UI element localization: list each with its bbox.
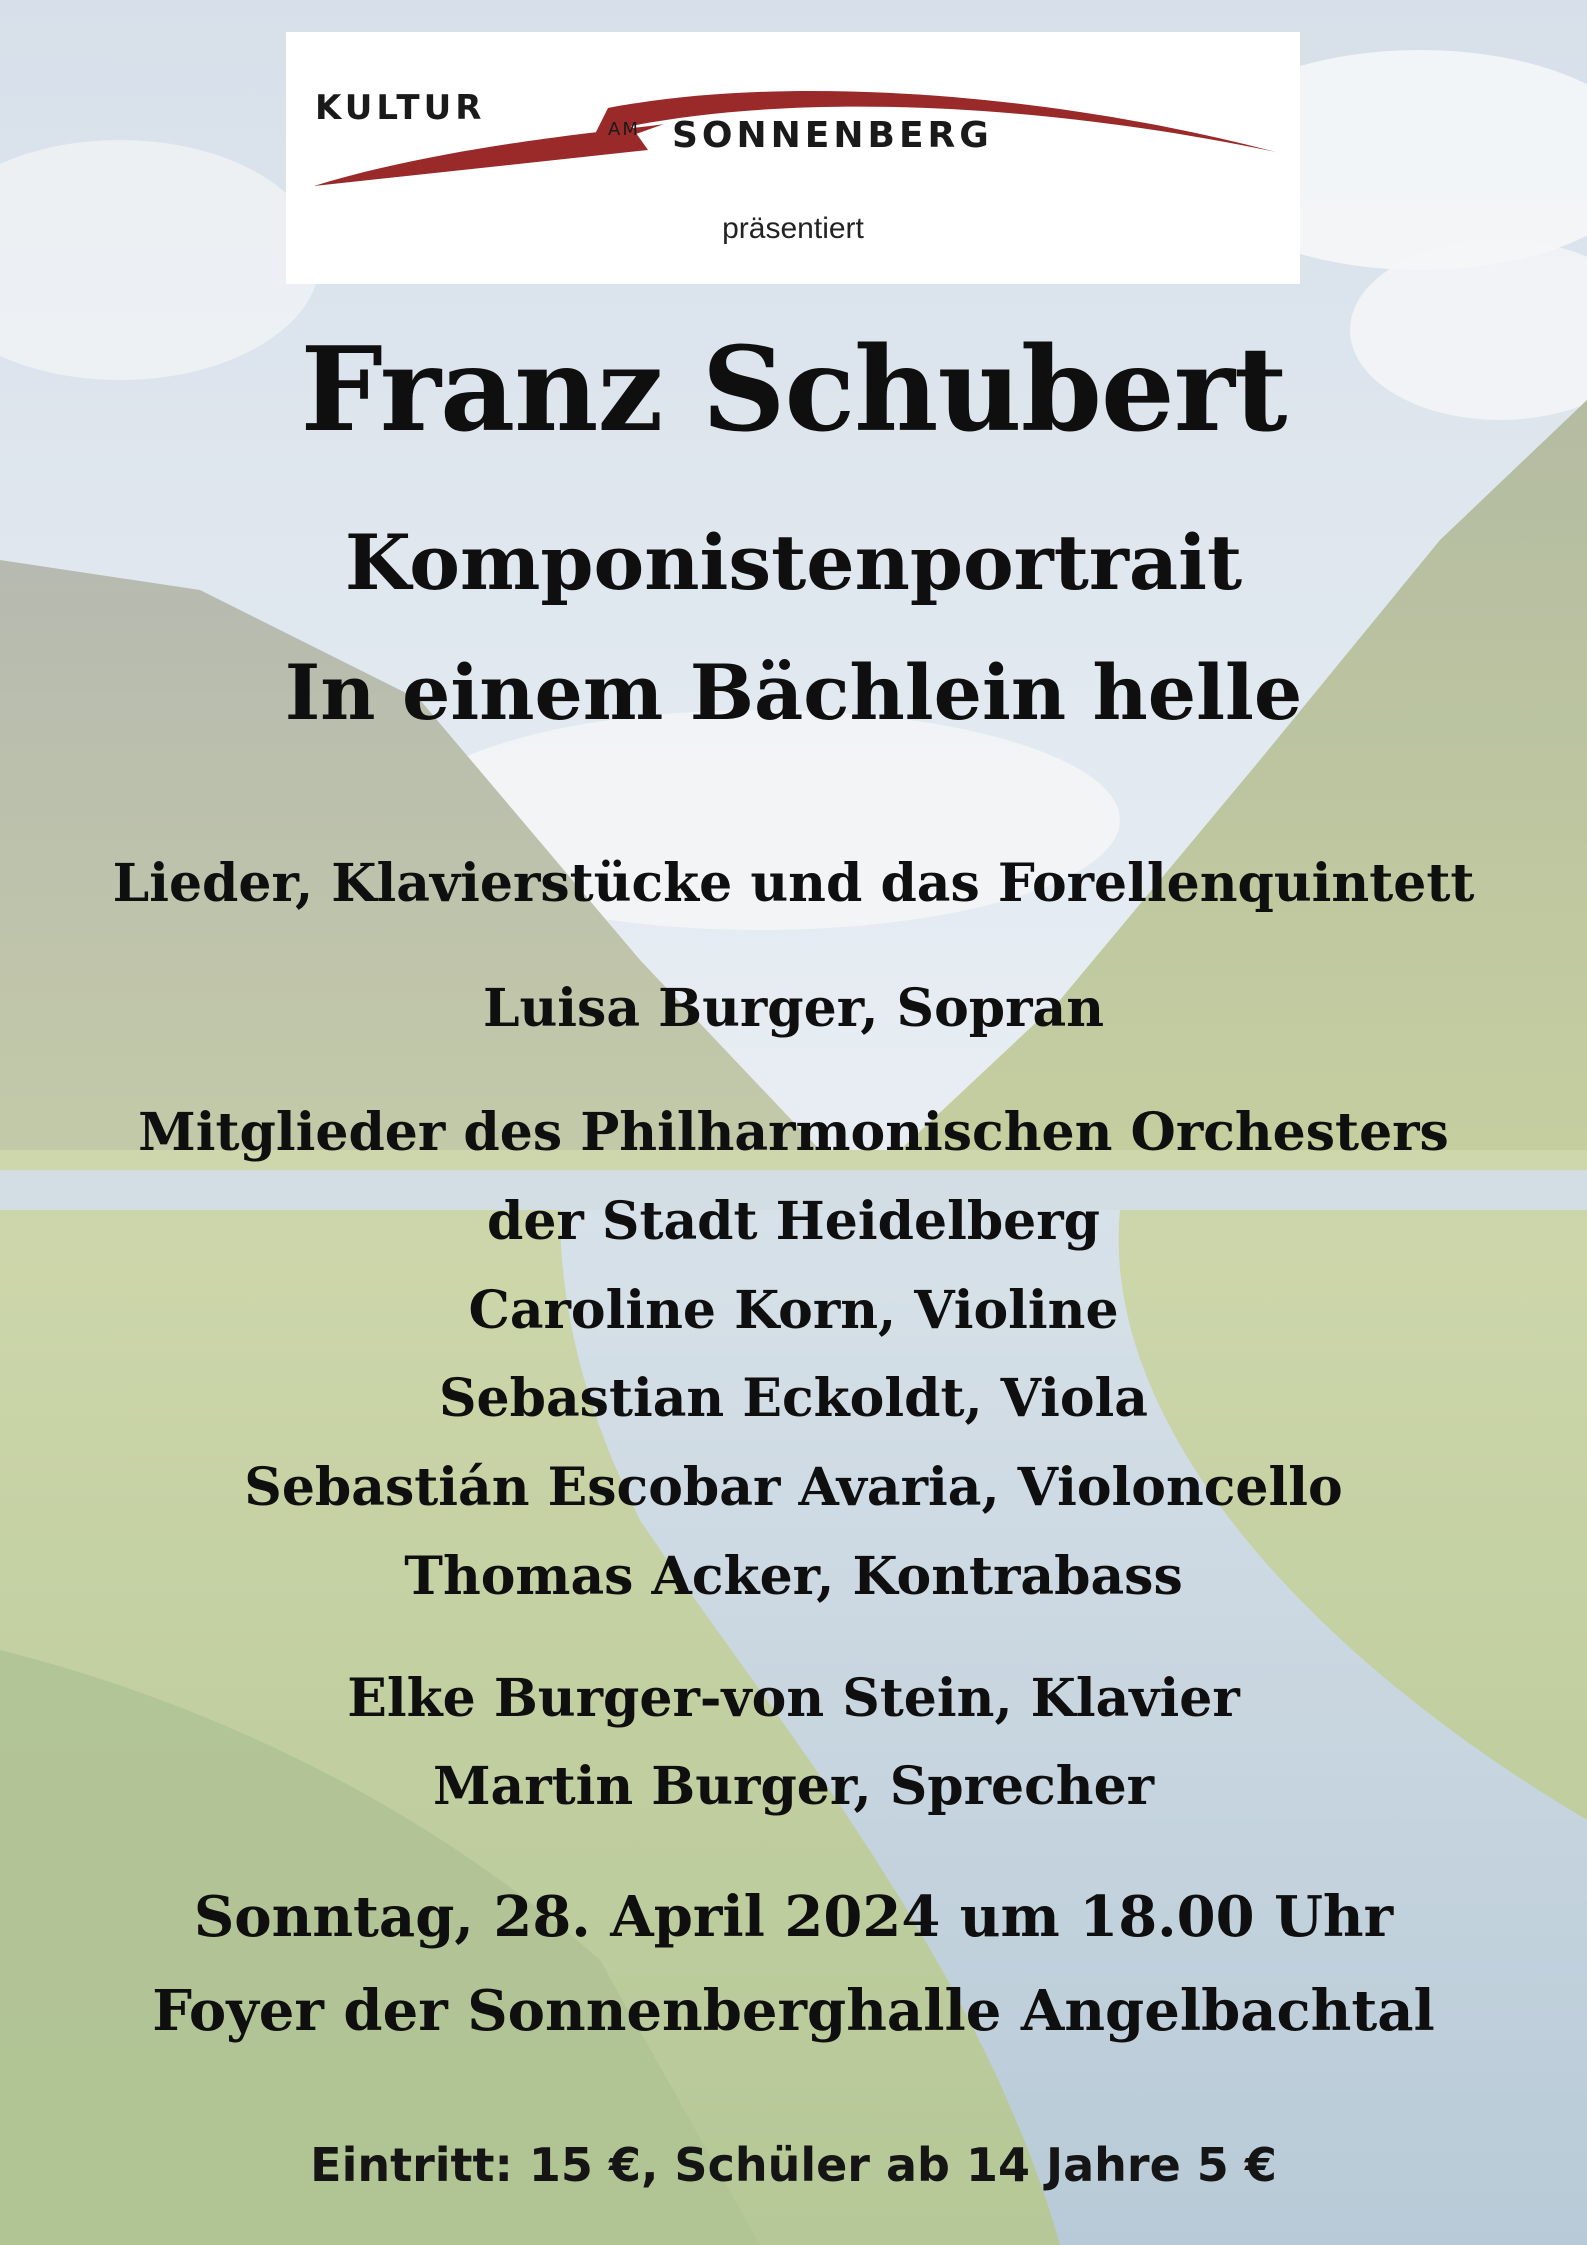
poster-title: Franz Schubert (300, 322, 1287, 458)
organizer-logo (286, 32, 1300, 284)
musician-viola: Sebastian Eckoldt, Viola (438, 1368, 1148, 1429)
logo-swoosh-icon (286, 32, 1300, 284)
narrator-credit: Martin Burger, Sprecher (432, 1756, 1155, 1817)
logo-sonnenberg-text: SONNENBERG (672, 115, 993, 156)
logo-am-text: AM (608, 119, 640, 140)
ensemble-line-2: der Stadt Heidelberg (486, 1191, 1101, 1252)
musician-bass: Thomas Acker, Kontrabass (404, 1546, 1183, 1607)
event-venue: Foyer der Sonnenberghalle Angelbachtal (152, 1978, 1435, 2044)
musician-violin: Caroline Korn, Violine (468, 1280, 1119, 1341)
poster-subtitle-motto: In einem Bächlein helle (284, 648, 1303, 737)
poster-subtitle-portrait: Komponistenportrait (344, 518, 1243, 607)
logo-kultur-text: KULTUR (315, 88, 486, 128)
admission-prices: Eintritt: 15 €, Schüler ab 14 Jahre 5 € (310, 2138, 1277, 2192)
program-description: Lieder, Klavierstücke und das Forellenquintett (112, 853, 1475, 914)
musician-cello: Sebastián Escobar Avaria, Violoncello (244, 1457, 1343, 1518)
ensemble-line-1: Mitglieder des Philharmonischen Orchesters (138, 1102, 1449, 1163)
event-date: Sonntag, 28. April 2024 um 18.00 Uhr (193, 1884, 1394, 1950)
musician-piano: Elke Burger-von Stein, Klavier (347, 1668, 1240, 1729)
presents-label: präsentiert (722, 212, 864, 245)
soloist-credit: Luisa Burger, Sopran (482, 978, 1105, 1039)
